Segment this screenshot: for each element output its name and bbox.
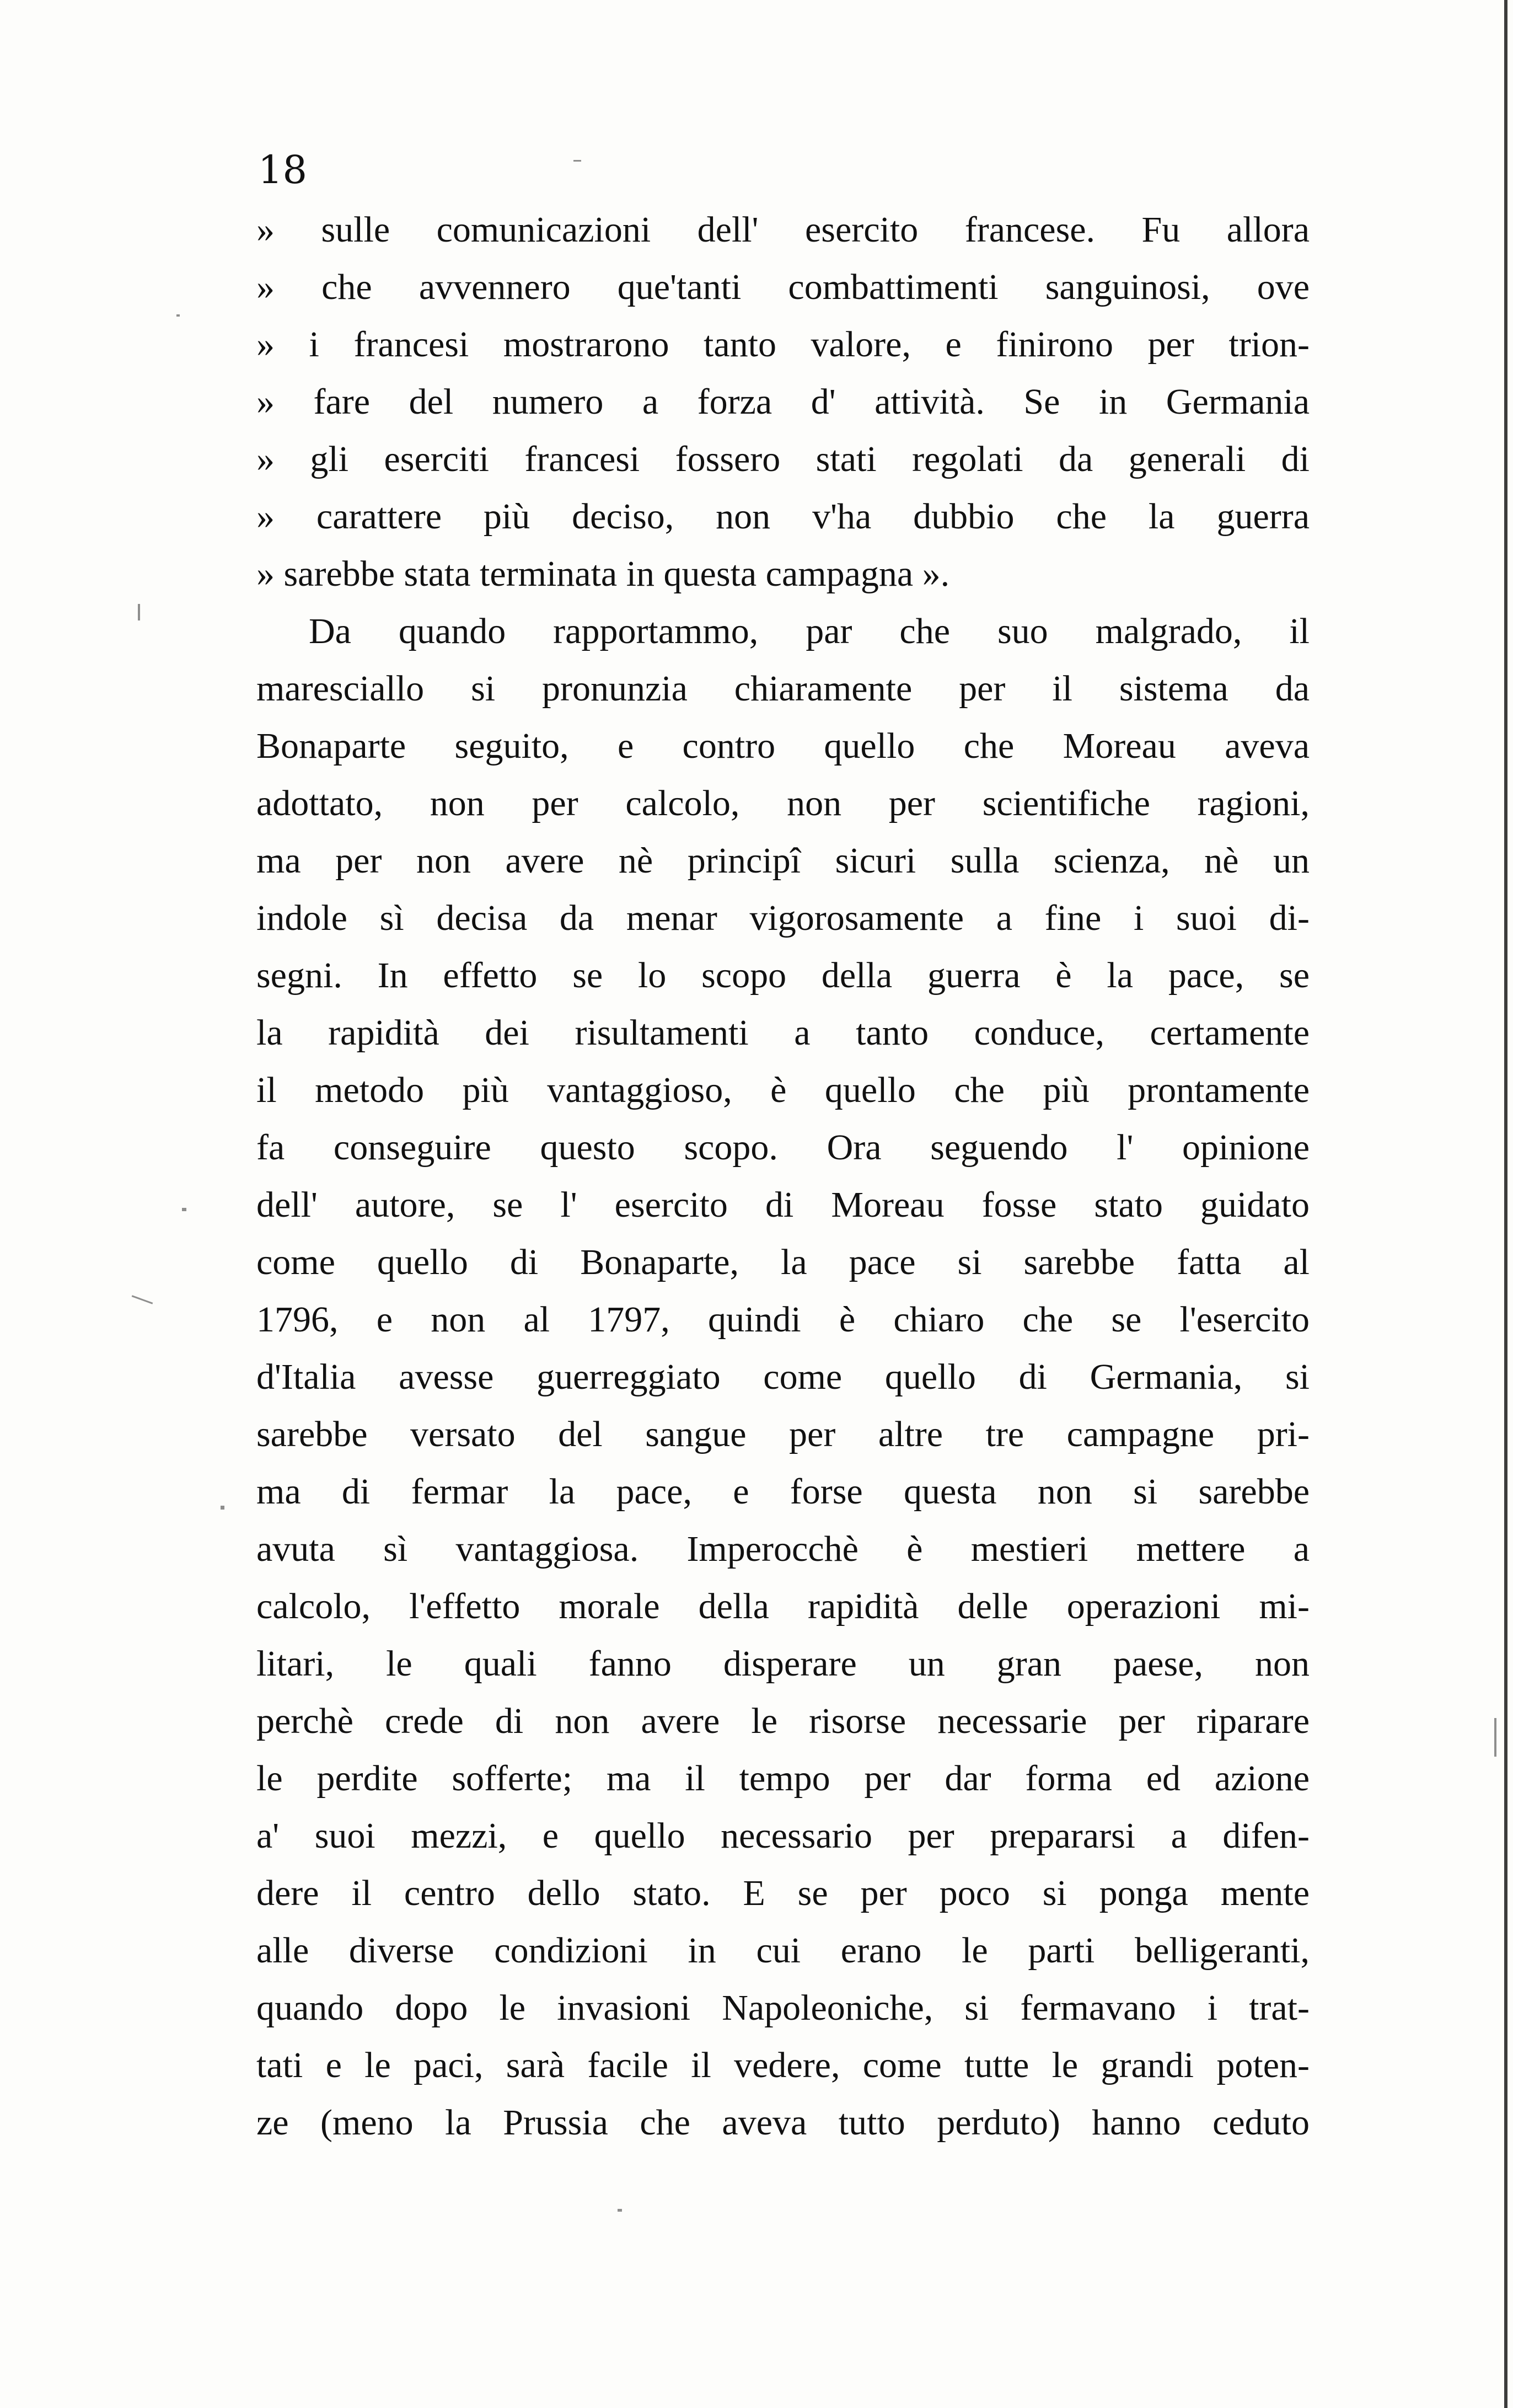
text-line: ma di fermar la pace, e forse questa non si sarebbe	[256, 1471, 1310, 1512]
text-line: dere il centro dello stato. E se per poco si ponga mente	[256, 1873, 1310, 1913]
speck-mark	[138, 604, 140, 620]
text-line: ma per non avere nè principî sicuri sulla scienza, nè un	[256, 841, 1310, 881]
text-line: Bonaparte seguito, e contro quello che Moreau aveva	[256, 726, 1310, 766]
speck-mark	[573, 160, 581, 162]
text-line: indole sì decisa da menar vigorosamente a fine i suoi di-	[256, 898, 1310, 938]
page-edge-shadow	[1504, 0, 1507, 2408]
speck-mark	[176, 314, 180, 317]
text-line: perchè crede di non avere le risorse necessarie per riparare	[256, 1701, 1310, 1741]
text-line: la rapidità dei risultamenti a tanto conduce, certamente	[256, 1013, 1310, 1053]
text-line: » che avvennero que'tanti combattimenti sanguinosi, ove	[256, 267, 1310, 307]
text-line: » sarebbe stata terminata in questa campagna ».	[256, 554, 950, 594]
text-line: le perdite sofferte; ma il tempo per dar forma ed azione	[256, 1758, 1310, 1799]
text-line: » fare del numero a forza d' attività. Se in Germania	[256, 382, 1310, 422]
text-line: » i francesi mostrarono tanto valore, e finirono per trion-	[256, 324, 1310, 365]
body-text	[256, 201, 1310, 2152]
text-line: alle diverse condizioni in cui erano le parti belligeranti,	[256, 1930, 1310, 1971]
text-line: adottato, non per calcolo, non per scientifiche ragioni,	[256, 783, 1310, 823]
text-line: il metodo più vantaggioso, è quello che più prontamente	[256, 1070, 1310, 1110]
text-line: » carattere più deciso, non v'ha dubbio che la guerra	[256, 496, 1310, 537]
text-line: tati e le paci, sarà facile il vedere, come tutte le grandi poten-	[256, 2045, 1310, 2085]
text-line: ze (meno la Prussia che aveva tutto perduto) hanno ceduto	[256, 2102, 1310, 2143]
text-line: » gli eserciti francesi fossero stati regolati da generali di	[256, 439, 1310, 479]
text-line: a' suoi mezzi, e quello necessario per prepararsi a difen-	[256, 1816, 1310, 1856]
text-line: maresciallo si pronunzia chiaramente per il sistema da	[256, 668, 1310, 709]
text-line: come quello di Bonaparte, la pace si sarebbe fatta al	[256, 1242, 1310, 1282]
text-line: dell' autore, se l' esercito di Moreau fosse stato guidato	[256, 1185, 1310, 1225]
text-line: litari, le quali fanno disperare un gran paese, non	[256, 1644, 1310, 1684]
text-line: 1796, e non al 1797, quindi è chiaro che se l'esercito	[256, 1299, 1310, 1340]
text-line: calcolo, l'effetto morale della rapidità delle operazioni mi-	[256, 1586, 1310, 1626]
text-line: sarebbe versato del sangue per altre tre campagne pri-	[256, 1414, 1310, 1454]
speck-mark	[618, 2209, 622, 2212]
speck-mark	[221, 1506, 224, 1510]
text-line: segni. In effetto se lo scopo della guerra è la pace, se	[256, 955, 1310, 996]
speck-mark	[182, 1208, 186, 1211]
page-number: 18	[258, 147, 308, 192]
text-line: d'Italia avesse guerreggiato come quello di Germania, si	[256, 1357, 1310, 1397]
speck-mark	[1494, 1718, 1496, 1757]
text-line: avuta sì vantaggiosa. Imperocchè è mestieri mettere a	[256, 1529, 1310, 1569]
speck-mark	[132, 1295, 153, 1304]
text-line: » sulle comunicazioni dell' esercito francese. Fu allora	[256, 210, 1310, 250]
text-line: quando dopo le invasioni Napoleoniche, si fermavano i trat-	[256, 1988, 1310, 2028]
text-line: fa conseguire questo scopo. Ora seguendo l' opinione	[256, 1127, 1310, 1168]
paragraph-first-line: Da quando rapportammo, par che suo malgrado, il	[309, 611, 1310, 651]
